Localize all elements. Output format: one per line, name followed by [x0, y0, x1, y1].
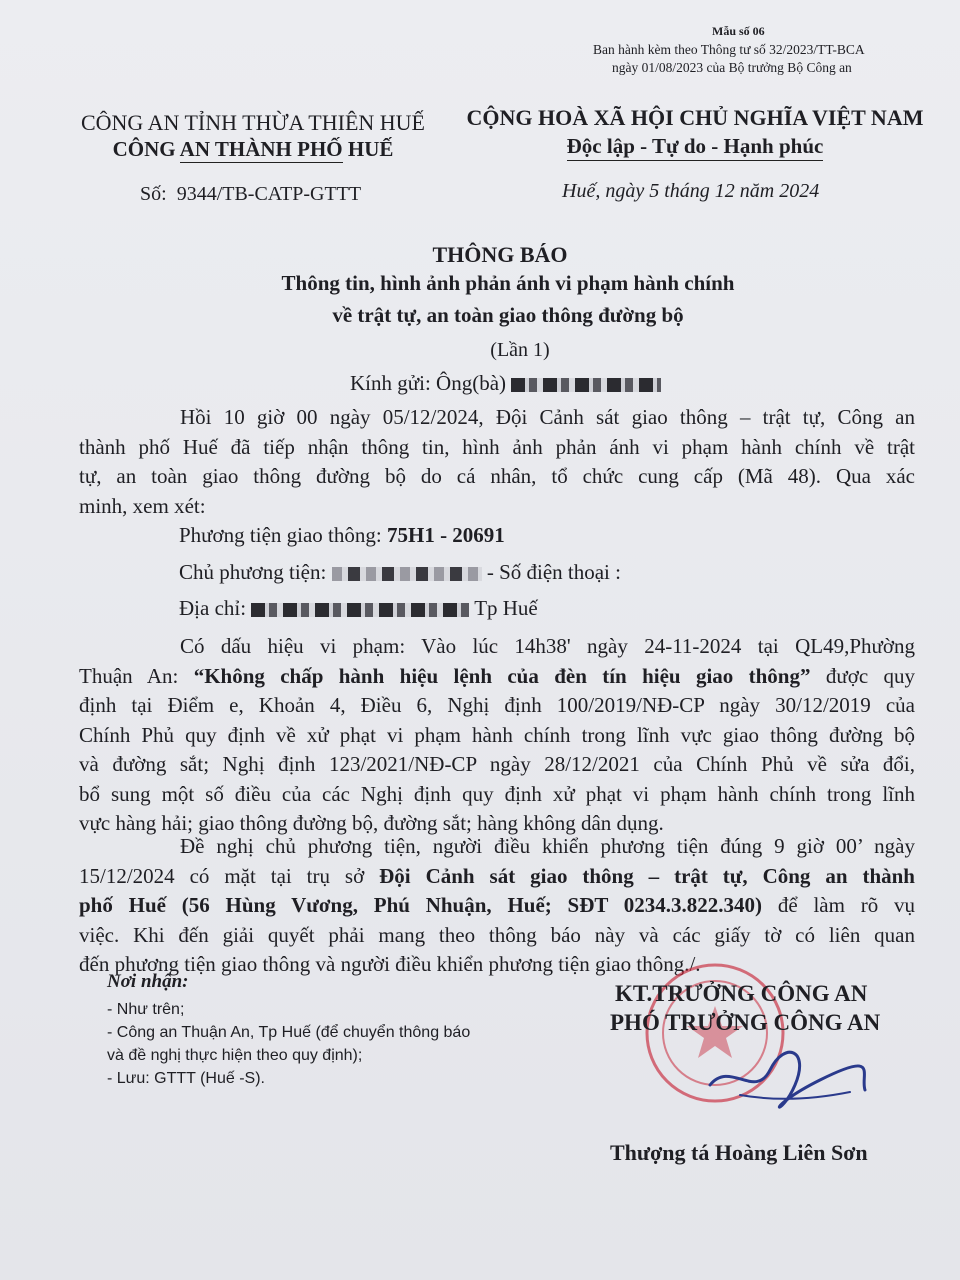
agency-name-underlined: AN THÀNH PHỐ	[179, 137, 343, 161]
notice-subtitle-1: Thông tin, hình ảnh phản ánh vi phạm hành chính	[281, 271, 735, 295]
request-line-2	[79, 862, 915, 892]
request-line-3-tail: để làm rõ vụ	[762, 893, 915, 917]
addressee-label: Kính gửi: Ông(bà)	[350, 371, 507, 395]
doc-no-value: 9344/TB-CATP-GTTT	[176, 183, 362, 205]
agency-parent: CÔNG AN TỈNH THỪA THIÊN HUẾ	[80, 110, 425, 135]
recipients-title: Nơi nhận:	[107, 971, 189, 992]
request-office-address: phố Huế (56 Hùng Vương, Phú Nhuận, Huế; SĐT 0234.3.822.340)	[79, 893, 763, 917]
violation-line-2-tail: được quy	[810, 663, 915, 688]
request-office: Đội Cảnh sát giao thông – trật tự, Công an thành	[379, 863, 915, 888]
paragraph-request	[79, 832, 915, 980]
violation-line-4: Chính Phủ quy định về xử phạt vi phạm hành chính trong lĩnh vực giao thông đường bộ	[79, 722, 915, 747]
paragraph-intro	[79, 403, 915, 521]
signature-title-2: PHÓ TRƯỞNG CÔNG AN	[610, 1010, 881, 1035]
nation-name: CỘNG HOÀ XÃ HỘI CHỦ NGHĨA VIỆT NAM	[466, 105, 924, 130]
redacted-owner	[332, 567, 482, 581]
intro-line-1: Hồi 10 giờ 00 ngày 05/12/2024, Đội Cảnh sát giao thông – trật tự, Công an	[180, 405, 915, 429]
violation-line-6: bổ sung một số điều của các Nghị định quy định xử phạt vi phạm hành chính trong lĩnh	[79, 781, 915, 806]
violation-description: “Không chấp hành hiệu lệnh của đèn tín hiệu giao thông”	[193, 663, 811, 688]
notice-title: THÔNG BÁO	[432, 242, 568, 267]
handwritten-signature	[700, 1040, 870, 1110]
address-city: Tp Huế	[474, 596, 538, 620]
request-line-3	[79, 891, 915, 921]
notice-subtitle-2: về trật tự, an toàn giao thông đường bộ	[332, 303, 684, 327]
address-line	[179, 596, 538, 621]
recipient-item: - Như trên;	[107, 1001, 185, 1018]
recipients-list	[107, 998, 470, 1090]
document-number	[140, 183, 361, 206]
violation-place: Thuận An:	[79, 663, 194, 688]
address-label: Địa chỉ:	[179, 596, 247, 620]
request-date: 15/12/2024 có mặt tại trụ sở	[79, 863, 380, 888]
violation-line-5: và đường sắt; Nghị định 123/2021/NĐ-CP ngày 28/12/2021 của Chính Phủ về sửa đổi,	[79, 752, 915, 776]
form-issued-line-1: Ban hành kèm theo Thông tư số 32/2023/TT-BCA	[593, 42, 865, 57]
owner-line	[179, 560, 621, 585]
form-issued-line-2: ngày 01/08/2023 của Bộ trưởng Bộ Công an	[612, 60, 852, 75]
notice-round: (Lần 1)	[490, 339, 550, 361]
request-line-1: Đề nghị chủ phương tiện, người điều khiển phương tiện đúng 9 giờ 00’ ngày	[180, 834, 915, 858]
intro-line-2: thành phố Huế đã tiếp nhận thông tin, hình ảnh phản ánh vi phạm hành chính về trật	[79, 434, 915, 459]
violation-line-7: vực hàng hải; giao thông đường bộ, đường sắt; hàng không dân dụng.	[79, 811, 664, 835]
signature-title-1: KT.TRƯỞNG CÔNG AN	[615, 981, 868, 1006]
violation-line-2	[79, 662, 915, 692]
agency-name-post: HUẾ	[342, 137, 394, 161]
vehicle-line	[179, 523, 505, 548]
phone-label: - Số điện thoại :	[486, 560, 621, 584]
violation-line-1: Có dấu hiệu vi phạm: Vào lúc 14h38' ngày 24-11-2024 tại QL49,Phường	[180, 634, 915, 658]
national-heading	[465, 104, 925, 161]
paragraph-violation	[79, 632, 915, 839]
place-date: Huế, ngày 5 tháng 12 năm 2024	[562, 180, 820, 202]
form-number: Mẫu số 06	[712, 24, 765, 38]
issuing-agency-block	[78, 110, 428, 162]
intro-line-3: tự, an toàn giao thông đường bộ do cá nhân, tổ chức cung cấp (Mã 48). Qua xác	[79, 464, 915, 488]
agency-name	[78, 136, 428, 162]
recipient-item: - Lưu: GTTT (Huế -S).	[107, 1070, 265, 1087]
owner-label: Chủ phương tiện:	[179, 560, 327, 584]
redacted-name	[511, 378, 661, 392]
doc-no-label: Số:	[140, 183, 167, 205]
intro-line-4: minh, xem xét:	[79, 493, 206, 518]
violation-line-3: định tại Điểm e, Khoản 4, Điều 6, Nghị định 100/2019/NĐ-CP ngày 30/12/2019 của	[79, 693, 915, 717]
redacted-address	[251, 603, 469, 617]
agency-name-pre: CÔNG	[112, 137, 180, 161]
addressee-line	[350, 371, 661, 396]
vehicle-label: Phương tiện giao thông:	[179, 523, 382, 547]
recipient-item: và đề nghị thực hiện theo quy định);	[107, 1047, 363, 1064]
vehicle-plate: 75H1 - 20691	[386, 523, 505, 547]
request-line-4: việc. Khi đến giải quyết phải mang theo thông báo này và các giấy tờ có liên quan	[79, 922, 915, 947]
request-line-5: đến phương tiện giao thông và người điều khiển phương tiện giao thông./.	[79, 952, 701, 976]
recipient-item: - Công an Thuận An, Tp Huế (để chuyển thông báo	[107, 1024, 471, 1041]
signer-name: Thượng tá Hoàng Liên Sơn	[610, 1140, 868, 1165]
national-motto: Độc lập - Tự do - Hạnh phúc	[567, 132, 824, 161]
